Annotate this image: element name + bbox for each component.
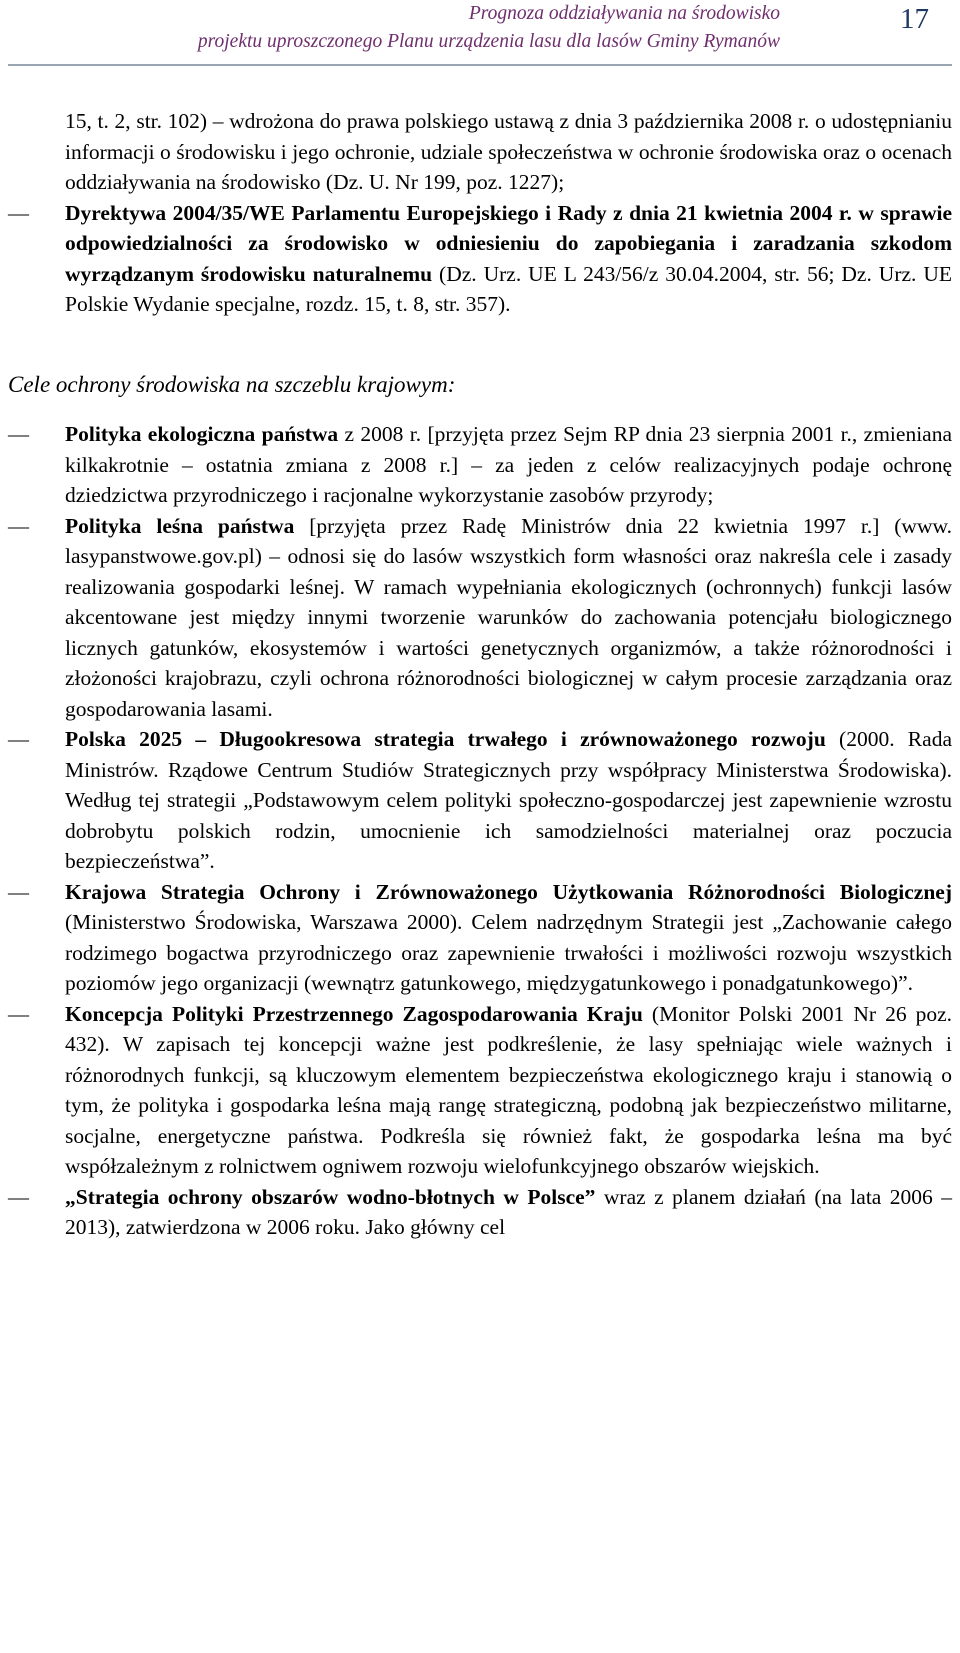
item-title: Krajowa Strategia Ochrony i Zrównoważonego Użytkowania Różnorodności Biologicznej [65,879,952,904]
item-title: Polityka leśna państwa [65,513,295,538]
item-text: (Ministerstwo Środowiska, Warszawa 2000). Celem nadrzędnym Strategii jest „Zachowanie całego rodzimego bogactwa przyrodniczego oraz zapewnienie trwałości i możliwości rozwoju wszystkich poziomów jego organizacji (wewnątrz gatunkowego, międzygatunkowego i ponadgatunkowego)”. [65,910,952,995]
section-heading: Cele ochrony środowiska na szczeblu krajowym: [8,371,456,397]
item-title: Koncepcja Polityki Przestrzennego Zagospodarowania Kraju [65,1001,643,1026]
list-item-dyrektywa [8,198,952,320]
page-header [0,0,960,70]
running-header [198,0,780,56]
list-item-strategia-wodno-blotnych [8,1182,952,1243]
item-title: Polska 2025 – Długookresowa strategia trwałego i zrównoważonego rozwoju [65,727,826,751]
item-text: [przyjęta przez Radę Ministrów dnia 22 kwietnia 1997 r.] (www. lasypanstwowe.gov.pl) – odnosi się do lasów wszystkich form własności oraz nakreśla cele i zasady realizowania gospodarki leśnej. W ramach wypełniania ekologicznych (ochronnych) funkcji lasów akcentowane jest między innymi tworzenie warunków do zachowania potencjału biologicznego licznych gatunków, ekosystemów i wartości genetycznych organizmów, a także różnorodności i złożoności krajobrazu, czyli ochrona różnorodności biologicznej w całym procesie zarządzania oraz gospodarowania lasami. [65,513,952,721]
page-number: 17 [900,3,929,35]
item-text: wraz z planem działań (na lata 2006 – 2013), zatwierdzona w 2006 roku. Jako główny cel [65,1184,953,1239]
list-item-continuation [8,106,952,198]
header-subtitle: projektu uproszczonego Planu urządzenia lasu dla lasów Gminy Rymanów [197,31,780,52]
continuation-text: 15, t. 2, str. 102) – wdrożona do prawa polskiego ustawą z dnia 3 października 2008 r. o udostępnianiu informacji o środowisku i jego ochronie, udziale społeczeństwa w ochronie środowiska oraz o ocenach oddziaływania na środowisko (Dz. U. Nr 199, poz. 1227); [65,109,952,194]
item-text: (2000. Rada Ministrów. Rządowe Centrum Studiów Strategicznych przy współpracy Ministerstwa Środowiska). Według tej strategii „Podstawowym celem polityki społeczno-gospodarczej jest zapewnienie wzrostu dobrobytu polskich rodzin, umocnienie ich samodzielności materialnej oraz poczucia bezpieczeństwa”. [65,727,952,873]
list-item-polityka-ekologiczna [8,419,952,511]
header-divider [8,64,952,66]
list-item-koncepcja [8,999,952,1182]
item-text: (Dz. Urz. UE L 243/56/z 30.04.2004, str. 56; Dz. Urz. UE Polskie Wydanie specjalne, rozdz. 15, t. 8, str. 357). [65,261,953,316]
item-title: Dyrektywa 2004/35/WE Parlamentu Europejskiego i Rady z dnia 21 kwietnia 2004 r. w sprawie odpowiedzialności za środowisko w odniesieniu do zapobiegania i zaradzania szkodom wyrządzanym środowisku naturalnemu [65,200,952,286]
document-body [8,106,952,1243]
item-title: Polityka ekologiczna państwa [65,422,339,446]
header-title: Prognoza oddziaływania na środowisko [468,3,780,24]
item-text: (Monitor Polski 2001 Nr 26 poz. 432). W zapisach tej koncepcji ważne jest podkreślenie, że lasy spełniając wiele ważnych i różnorodnych funkcji, są kluczowym elementem bezpieczeństwa ekologicznego kraju i stanowią o tym, że polityka i gospodarka leśna mają rangę strategiczną, podobną jak bezpieczeństwo militarne, socjalne, energetyczne państwa. Podkreśla się również fakt, że gospodarka leśna ma być współzależnym z rolnictwem ogniwem rozwoju wielofunkcyjnego obszarów wiejskich. [65,1001,952,1178]
item-text: z 2008 r. [przyjęta przez Sejm RP dnia 23 sierpnia 2001 r., zmieniana kilkakrotnie – ostatnia zmiana z 2008 r.] – za jeden z celów realizacyjnych podaje ochronę dziedzictwa przyrodniczego i racjonalne wykorzystanie zasobów przyrody; [65,422,952,507]
list-item-polska-2025 [8,724,952,877]
list-item-krajowa-strategia [8,877,952,999]
item-title: „Strategia ochrony obszarów wodno-błotnych w Polsce” [65,1184,596,1209]
list-item-polityka-lesna [8,511,952,725]
